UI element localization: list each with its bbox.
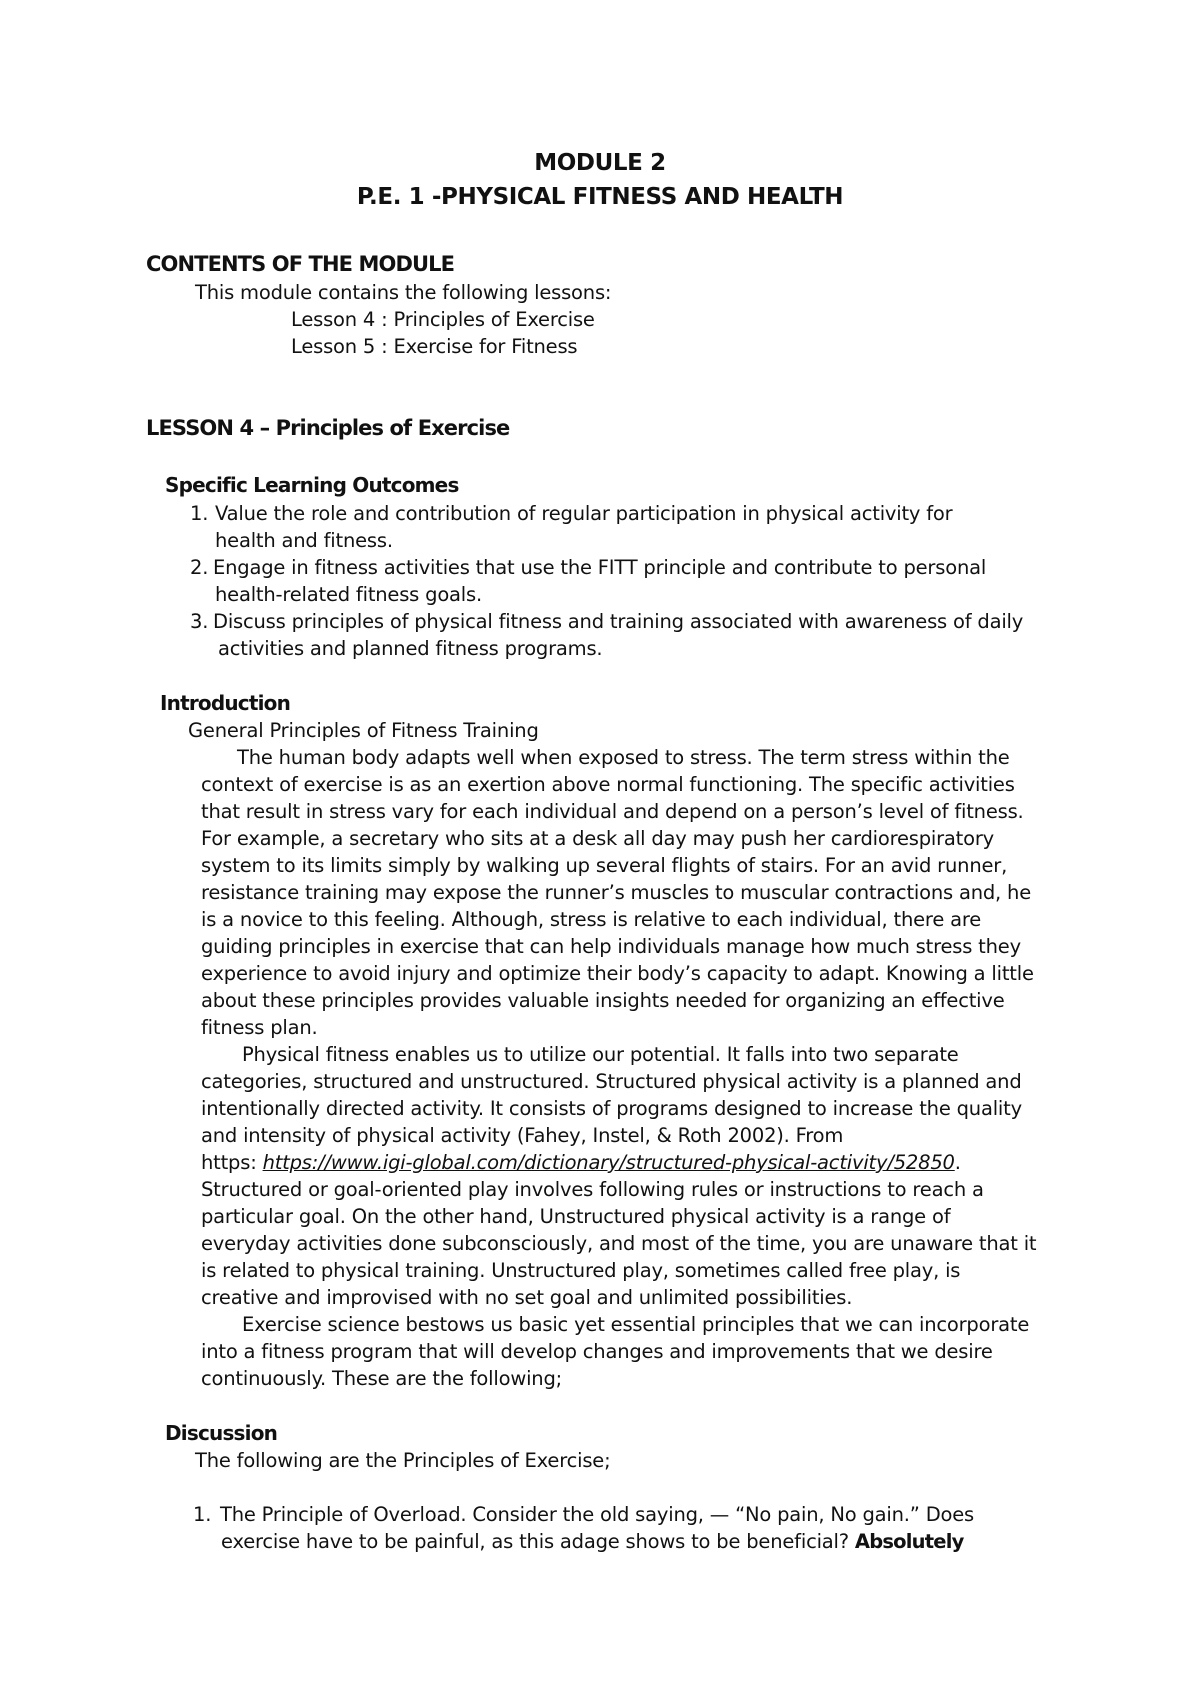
paragraph-line: everyday activities done subconsciously, and most of the time, you are unaware that it (201, 1232, 1037, 1255)
discussion-heading: Discussion (165, 1421, 278, 1445)
principle-text: The Principle of Overload. Consider the old saying, — “No pain, No gain.” Does (220, 1503, 975, 1526)
outcome-text: health-related fitness goals. (215, 583, 482, 606)
outcome-text: Discuss principles of physical fitness and training associated with awareness of daily (213, 610, 1024, 633)
paragraph-line: is a novice to this feeling. Although, stress is relative to each individual, there are (201, 908, 982, 931)
principle-number: 1. (193, 1503, 212, 1526)
contents-lesson-item: Lesson 5 : Exercise for Fitness (291, 335, 578, 358)
outcome-number: 3. (190, 610, 209, 633)
outcome-text: activities and planned fitness programs. (218, 637, 603, 660)
paragraph-line: creative and improvised with no set goal and unlimited possibilities. (201, 1286, 853, 1309)
discussion-intro: The following are the Principles of Exercise; (195, 1449, 611, 1472)
paragraph-line: For example, a secretary who sits at a desk all day may push her cardiorespiratory (201, 827, 995, 850)
paragraph-line: Structured or goal-oriented play involves following rules or instructions to reach a (201, 1178, 984, 1201)
paragraph-line: that result in stress vary for each individual and depend on a person’s level of fitness. (201, 800, 1024, 823)
source-suffix: . (954, 1151, 961, 1174)
paragraph-line: is related to physical training. Unstructured play, sometimes called free play, is (201, 1259, 961, 1282)
outcome-number: 2. (190, 556, 209, 579)
paragraph-line: and intensity of physical activity (Fahey, Instel, & Roth 2002). From (201, 1124, 844, 1147)
outcome-text: health and fitness. (215, 529, 393, 552)
outcomes-heading: Specific Learning Outcomes (165, 473, 459, 497)
principle-text-line (221, 1528, 963, 1555)
source-line (201, 1149, 961, 1176)
paragraph-line: experience to avoid injury and optimize their body’s capacity to adapt. Knowing a little (201, 962, 1034, 985)
outcome-text: Value the role and contribution of regular participation in physical activity for (215, 502, 953, 525)
paragraph-line: Physical fitness enables us to utilize our potential. It falls into two separate (242, 1043, 959, 1066)
module-title: MODULE 2 (534, 150, 666, 176)
outcome-number: 1. (190, 502, 209, 525)
paragraph-line: guiding principles in exercise that can help individuals manage how much stress they (201, 935, 1021, 958)
introduction-subheading: General Principles of Fitness Training (188, 719, 539, 742)
paragraph-line: continuously. These are the following; (201, 1367, 563, 1390)
source-link[interactable]: https://www.igi-global.com/dictionary/structured-physical-activity/52850 (262, 1151, 955, 1174)
paragraph-line: resistance training may expose the runner’s muscles to muscular contractions and, he (201, 881, 1031, 904)
paragraph-line: intentionally directed activity. It consists of programs designed to increase the quality (201, 1097, 1022, 1120)
paragraph-line: Exercise science bestows us basic yet essential principles that we can incorporate (242, 1313, 1030, 1336)
introduction-heading: Introduction (160, 691, 291, 715)
paragraph-line: context of exercise is as an exertion above normal functioning. The specific activities (201, 773, 1015, 796)
contents-lesson-item: Lesson 4 : Principles of Exercise (291, 308, 595, 331)
principle-emphasis: Absolutely (854, 1530, 964, 1553)
source-prefix: https: (201, 1151, 257, 1174)
principle-text: exercise have to be painful, as this adage shows to be beneficial? (221, 1530, 849, 1553)
paragraph-line: into a fitness program that will develop changes and improvements that we desire (201, 1340, 993, 1363)
paragraph-line: categories, structured and unstructured. Structured physical activity is a planned and (201, 1070, 1022, 1093)
paragraph-line: system to its limits simply by walking up several flights of stairs. For an avid runner, (201, 854, 1008, 877)
outcome-text: Engage in fitness activities that use the FITT principle and contribute to personal (213, 556, 987, 579)
paragraph-line: fitness plan. (201, 1016, 318, 1039)
paragraph-line: about these principles provides valuable insights needed for organizing an effective (201, 989, 1005, 1012)
contents-heading: CONTENTS OF THE MODULE (146, 252, 455, 276)
course-title: P.E. 1 -PHYSICAL FITNESS AND HEALTH (356, 184, 844, 210)
paragraph-line: particular goal. On the other hand, Unstructured physical activity is a range of (201, 1205, 951, 1228)
contents-intro: This module contains the following lessons: (195, 281, 612, 304)
paragraph-line: The human body adapts well when exposed to stress. The term stress within the (237, 746, 1010, 769)
lesson-heading: LESSON 4 – Principles of Exercise (146, 416, 510, 440)
